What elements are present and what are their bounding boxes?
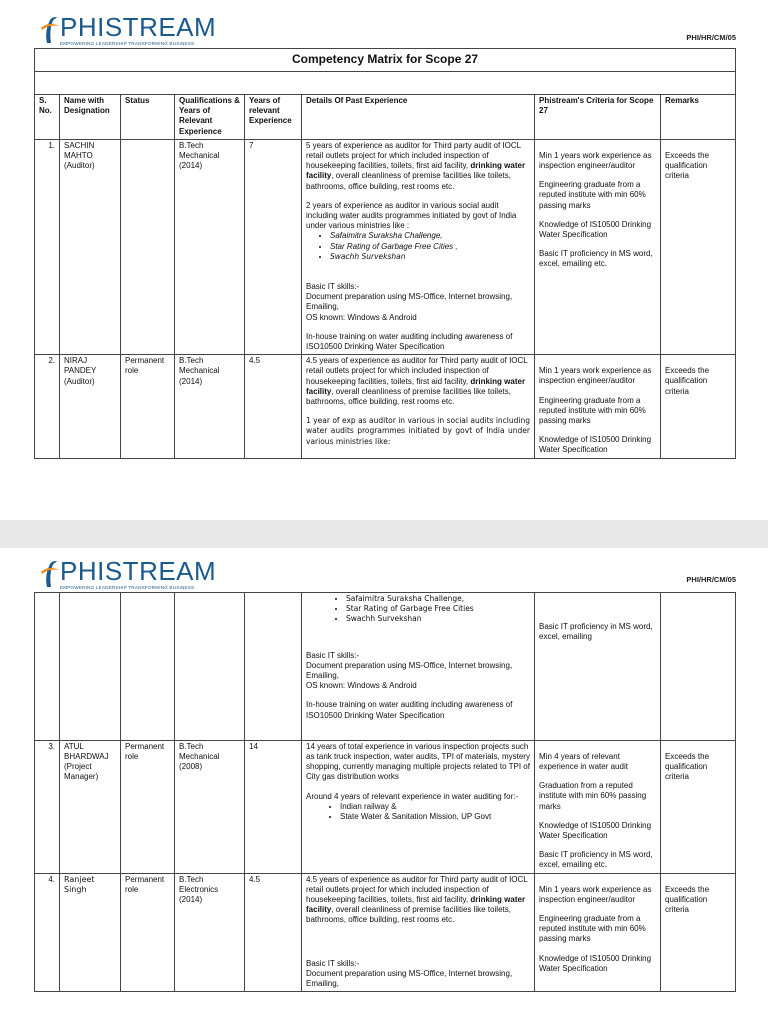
cell-criteria: [535, 593, 661, 741]
cell-criteria: [535, 873, 661, 992]
training-text: In-house training on water auditing including awareness of ISO10500 Drinking Water Specification: [306, 331, 513, 352]
list-item: • Star Rating of Garbage Free Cities: [346, 604, 530, 614]
it-skills-os: OS known: Windows & Android: [306, 312, 417, 322]
spacer-row: [35, 72, 736, 95]
brand-name: PHISTREAM: [60, 556, 217, 586]
cell-remarks: Exceeds the qualification criteria: [661, 873, 736, 992]
cell-details: [302, 139, 535, 354]
col-header-name: Name with Designation: [60, 95, 121, 140]
cell-status: [121, 139, 175, 354]
cell-qualification: B.Tech Mechanical (2014): [175, 355, 245, 458]
column-header-row: [35, 95, 736, 140]
criteria-item: Knowledge of IS10500 Drinking Water Specification: [539, 953, 652, 973]
it-skills-text: Document preparation using MS-Office, Internet browsing, Emailing,: [306, 968, 513, 989]
project-list: [306, 802, 530, 822]
table-row: [35, 139, 736, 354]
it-skills-heading: Basic IT skills:-: [306, 958, 360, 968]
cell-sno: 2.: [35, 355, 60, 458]
criteria-item: Basic IT proficiency in MS word, excel, emailing etc.: [539, 850, 653, 870]
criteria-item: Basic IT proficiency in MS word, excel, emailing etc.: [539, 249, 653, 269]
cell-sno: 1.: [35, 139, 60, 354]
cell-years: 14: [245, 740, 302, 873]
list-item: • State Water & Sanitation Mission, UP Govt: [340, 812, 530, 822]
cell-qualification: B.Tech Mechanical (2014): [175, 139, 245, 354]
table-row: [35, 355, 736, 458]
list-item: • Star Rating of Garbage Free Cities ,: [330, 242, 530, 252]
competency-matrix-table: [34, 48, 736, 459]
cell-name: SACHIN MAHTO (Auditor): [60, 139, 121, 354]
experience-paragraph: 4.5 years of experience as auditor for Third party audit of IOCL retail outlets project for which included inspection of housekeeping facilities, toilets, first aid facility, drinking water facility, overall cleanliness of premise facilities like toilets, bathrooms, office building, rest rooms etc.: [306, 356, 528, 407]
it-skills-heading: Basic IT skills:-: [306, 282, 360, 292]
document-reference: PHI/HR/CM/05: [686, 575, 736, 584]
document-page-2: [0, 548, 768, 1024]
cell-details: [302, 593, 535, 741]
it-skills-os: OS known: Windows & Android: [306, 681, 417, 691]
criteria-item: Engineering graduate from a reputed institute with min 60% passing marks: [539, 180, 646, 210]
table-title-row: [35, 49, 736, 72]
experience-paragraph: 1 year of exp as auditor in various in social audits including water audits programmes initiated by govt of India under various ministries like:: [306, 416, 530, 446]
table-row: [35, 740, 736, 873]
criteria-item: Min 1 years work experience as inspection engineer/auditor: [539, 366, 652, 386]
cell-sno: 4.: [35, 873, 60, 992]
table-row-continued: [35, 593, 736, 741]
it-skills-heading: Basic IT skills:-: [306, 650, 360, 660]
cell-years: 4.5: [245, 873, 302, 992]
brand-tagline: EMPOWERING LEADERSHIP TRANSFORMING BUSINESS: [60, 585, 195, 590]
list-item: • Swachh Survekshan: [330, 252, 530, 262]
criteria-item: Knowledge of IS10500 Drinking Water Specification: [539, 435, 652, 455]
col-header-status: Status: [121, 95, 175, 140]
phistream-logo-icon: [38, 14, 60, 44]
list-item: • Indian railway &: [340, 802, 530, 812]
criteria-item: Basic IT proficiency in MS word, excel, emailing: [539, 622, 653, 642]
cell-name: ATUL BHARDWAJ (Project Manager): [60, 740, 121, 873]
col-header-years: Years of relevant Experience: [245, 95, 302, 140]
phistream-logo-icon: [38, 558, 60, 588]
cell-remarks: Exceeds the qualification criteria: [661, 355, 736, 458]
phistream-logo: [38, 14, 216, 46]
list-item: • Swachh Survekshan: [346, 614, 530, 624]
table-title: Competency Matrix for Scope 27: [35, 49, 736, 72]
cell-criteria: [535, 355, 661, 458]
cell-qualification: B.Tech Mechanical (2008): [175, 740, 245, 873]
col-header-sno: S. No.: [35, 95, 60, 140]
criteria-item: Min 4 years of relevant experience in water audit: [539, 751, 628, 772]
cell-qualification: B.Tech Electronics (2014): [175, 873, 245, 992]
document-reference: PHI/HR/CM/05: [686, 33, 736, 42]
cell-years: 4.5: [245, 355, 302, 458]
programme-list: [306, 594, 530, 625]
experience-paragraph: Around 4 years of relevant experience in water auditing for:-: [306, 791, 519, 801]
cell-criteria: [535, 139, 661, 354]
cell-status: Permanent role: [121, 873, 175, 992]
brand-tagline: EMPOWERING LEADERSHIP TRANSFORMING BUSINESS: [60, 41, 195, 46]
cell-criteria: [535, 740, 661, 873]
col-header-details: Details Of Past Experience: [302, 95, 535, 140]
criteria-item: Knowledge of IS10500 Drinking Water Specification: [539, 820, 652, 841]
criteria-item: Knowledge of IS10500 Drinking Water Specification: [539, 219, 652, 240]
criteria-item: Graduation from a reputed institute with min 60% passing marks: [539, 781, 647, 811]
cell-status: Permanent role: [121, 355, 175, 458]
experience-paragraph: 5 years of experience as auditor for Third party audit of IOCL retail outlets project for which included inspection of housekeeping facilities, toilets, first aid facility, drinking water facility, overall cleanliness of premise facilities like toilets, bathrooms, office building, rest rooms etc.: [306, 140, 526, 191]
cell-sno: 3.: [35, 740, 60, 873]
brand-name: PHISTREAM: [60, 12, 217, 42]
experience-paragraph: 2 years of experience as auditor in various social audit including water audits programmes initiated by govt of India under various ministries like :: [306, 200, 517, 231]
experience-paragraph: 14 years of total experience in various inspection projects such as tank truck inspection, water audits, TPI of materials, mystery shopping, currently managing multiple projects related to TPI of City gas distribution works: [306, 741, 530, 782]
cell-status: Permanent role: [121, 740, 175, 873]
criteria-item: Min 1 years work experience as inspection engineer/auditor: [539, 884, 652, 904]
criteria-item: Min 1 years work experience as inspection engineer/auditor: [539, 150, 652, 171]
it-skills-text: Document preparation using MS-Office, Internet browsing, Emailing,: [306, 660, 513, 681]
criteria-item: Engineering graduate from a reputed institute with min 60% passing marks: [539, 914, 646, 944]
cell-name: Ranjeet Singh: [60, 873, 121, 992]
cell-details: [302, 873, 535, 992]
col-header-criteria: Phistream's Criteria for Scope 27: [535, 95, 661, 140]
cell-remarks: Exceeds the qualification criteria: [661, 139, 736, 354]
cell-years: 7: [245, 139, 302, 354]
competency-matrix-table-continued: [34, 592, 736, 992]
table-row: [35, 873, 736, 992]
it-skills-text: Document preparation using MS-Office, Internet browsing, Emailing,: [306, 292, 513, 312]
col-header-remarks: Remarks: [661, 95, 736, 140]
col-header-qualifications: Qualifications & Years of Relevant Experience: [175, 95, 245, 140]
training-text: In-house training on water auditing including awareness of ISO10500 Drinking Water Specification: [306, 700, 513, 720]
cell-details: [302, 740, 535, 873]
list-item: • Safaimitra Suraksha Challenge,: [346, 594, 530, 604]
phistream-logo: [38, 558, 216, 590]
cell-details: [302, 355, 535, 458]
experience-paragraph: 4.5 years of experience as auditor for Third party audit of IOCL retail outlets project for which included inspection of housekeeping facilities, toilets, first aid facility, drinking water facility, overall cleanliness of premise facilities like toilets, bathrooms, office building, rest rooms etc.: [306, 874, 528, 925]
list-item: • Safaimitra Suraksha Challenge,: [330, 231, 530, 241]
cell-name: NIRAJ PANDEY (Auditor): [60, 355, 121, 458]
programme-list: [306, 231, 530, 262]
criteria-item: Engineering graduate from a reputed institute with min 60% passing marks: [539, 395, 646, 426]
cell-remarks: Exceeds the qualification criteria: [661, 740, 736, 873]
